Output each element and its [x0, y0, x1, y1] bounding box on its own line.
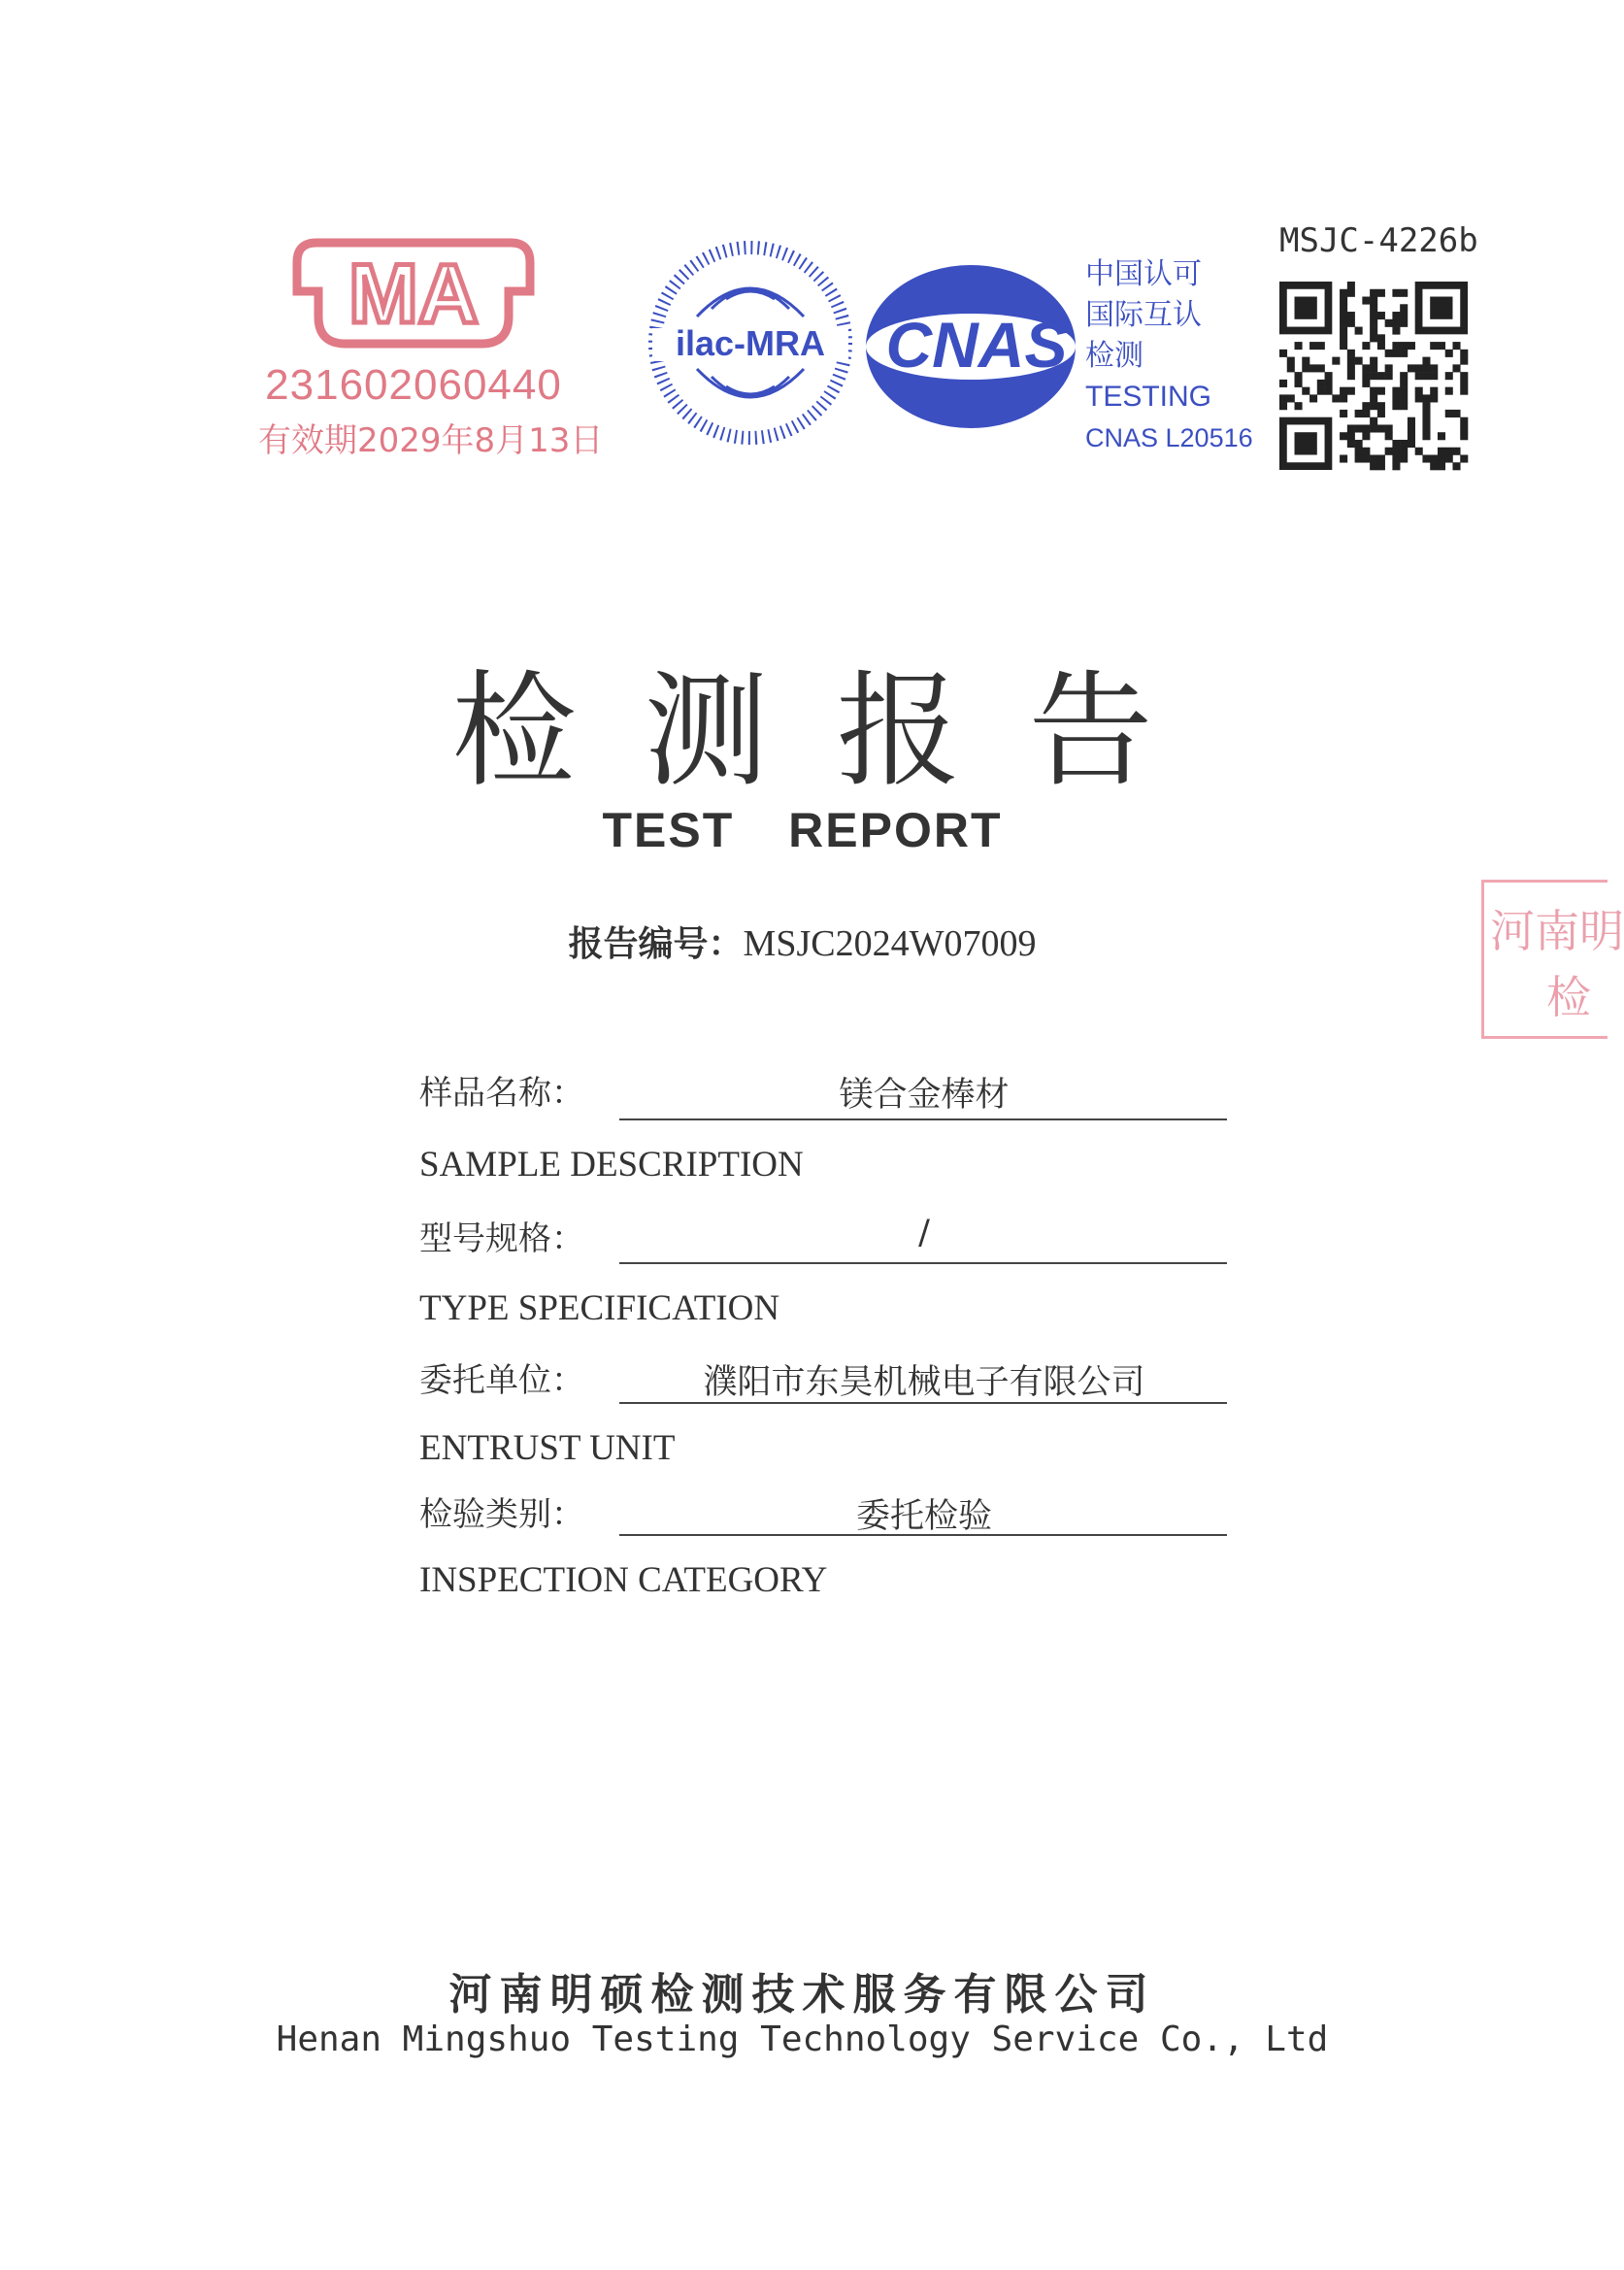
inspection-category-underline: [619, 1534, 1227, 1536]
inspection-category-label: 检验类别：: [419, 1495, 584, 1534]
report-number-label: 报告编号：: [568, 924, 744, 964]
entrust-unit-underline: [619, 1402, 1227, 1404]
qr-code: [1279, 282, 1468, 470]
seal-text-line2: 检: [1546, 971, 1591, 1023]
ilac-mark-text: ilac-MRA: [675, 323, 826, 363]
cnas-mark-text: CNAS: [885, 309, 1068, 381]
cnas-line: 检测: [1085, 339, 1143, 373]
company-name-en: Henan Mingshuo Testing Technology Service Co., Ltd: [276, 2020, 1329, 2059]
inspection-category-en-label: INSPECTION CATEGORY: [419, 1560, 828, 1600]
type-spec-label: 型号规格：: [419, 1219, 584, 1258]
entrust-unit-label: 委托单位：: [419, 1361, 584, 1400]
entrust-unit-value: 濮阳市东昊机械电子有限公司: [703, 1363, 1145, 1402]
cnas-logo: [862, 260, 1095, 433]
type-spec-value: /: [918, 1214, 930, 1252]
cnas-line: 国际互认: [1085, 298, 1202, 332]
sample-description-label: SAMPLE DESCRIPTION: [419, 1145, 804, 1185]
type-specification-label: TYPE SPECIFICATION: [419, 1288, 780, 1328]
cma-number: 231602060440: [265, 361, 562, 409]
ilac-mra-logo: [648, 241, 852, 445]
sample-name-value: 镁合金棒材: [839, 1076, 1010, 1115]
cma-logo: [287, 233, 540, 353]
report-number-value: MSJC2024W07009: [743, 923, 1037, 964]
report-title-en: TEST REPORT: [602, 803, 1003, 857]
sample-name-underline: [619, 1118, 1227, 1120]
sample-name-label: 样品名称：: [419, 1074, 584, 1113]
inspection-category-value: 委托检验: [855, 1497, 992, 1536]
document-code: MSJC-4226b: [1279, 221, 1478, 260]
cnas-number: CNAS L20516: [1085, 423, 1253, 452]
cnas-line: 中国认可: [1085, 257, 1202, 291]
report-number: [0, 917, 1605, 966]
type-spec-underline: [619, 1262, 1227, 1264]
company-name-cn: 河南明硕检测技术服务有限公司: [448, 1970, 1156, 2020]
cma-validity: 有效期2029年8月13日: [258, 421, 604, 460]
report-title-cn: 检测报告: [451, 659, 1221, 804]
cnas-line: TESTING: [1085, 381, 1212, 413]
ma-mark-text: MA: [348, 248, 479, 341]
cnas-accreditation-text: [1085, 254, 1253, 458]
cma-stamp: [258, 233, 604, 476]
seal-text-line1: 河南明: [1490, 905, 1624, 957]
entrust-unit-en-label: ENTRUST UNIT: [419, 1428, 676, 1468]
